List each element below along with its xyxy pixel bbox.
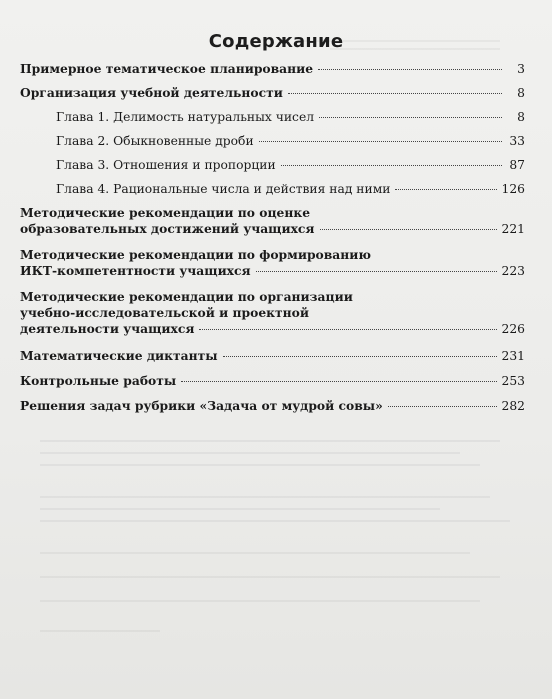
page-number: 231 <box>501 349 525 363</box>
toc-subentry <box>56 181 525 197</box>
dot-leader <box>388 406 497 407</box>
dot-leader <box>288 93 502 94</box>
toc-entry <box>20 289 525 337</box>
page-number: 223 <box>501 264 525 278</box>
toc-entry-label: Контрольные работы <box>20 373 177 388</box>
toc-entry-label: Методические рекомендации по организации <box>20 289 353 304</box>
show-through <box>40 600 480 602</box>
show-through <box>40 552 470 554</box>
page-number: 8 <box>517 110 525 124</box>
show-through <box>40 576 500 578</box>
show-through <box>40 508 440 510</box>
show-through <box>40 452 460 454</box>
toc-entry <box>20 398 525 414</box>
dot-leader <box>256 271 497 272</box>
dot-leader <box>318 69 502 70</box>
page-number: 3 <box>517 62 525 76</box>
toc-entry-label: Глава 3. Отношения и пропорции <box>56 158 276 172</box>
dot-leader <box>199 329 496 330</box>
toc-entry-label: Методические рекомендации по формированию <box>20 247 371 262</box>
toc-entry-label: Примерное тематическое планирование <box>20 61 314 76</box>
toc-entry <box>20 85 525 101</box>
page-number: 253 <box>501 374 525 388</box>
dot-leader <box>281 165 502 166</box>
toc-subentry <box>56 157 525 173</box>
toc-entry-label: Методические рекомендации по оценке <box>20 205 311 220</box>
page-number: 221 <box>501 222 525 236</box>
toc-entry-label: деятельности учащихся <box>20 321 195 336</box>
toc-entry-label: учебно-исследовательской и проектной <box>20 305 309 320</box>
page-number: 87 <box>509 158 525 172</box>
toc-entry <box>20 348 525 364</box>
show-through <box>40 464 480 466</box>
toc-entry-label: образовательных достижений учащихся <box>20 221 315 236</box>
page-number: 33 <box>509 134 525 148</box>
dot-leader <box>319 117 502 118</box>
page-number: 126 <box>501 182 525 196</box>
toc-entry-label: ИКТ-компетентности учащихся <box>20 263 251 278</box>
dot-leader <box>259 141 502 142</box>
page-number: 282 <box>501 399 525 413</box>
toc-entry-label: Глава 1. Делимость натуральных чисел <box>56 110 315 124</box>
dot-leader <box>320 229 497 230</box>
toc-subentry <box>56 109 525 125</box>
toc-subentry <box>56 133 525 149</box>
toc-entry <box>20 373 525 389</box>
page-number: 8 <box>517 86 525 100</box>
page-number: 226 <box>501 322 525 336</box>
dot-leader <box>223 356 497 357</box>
dot-leader <box>181 381 496 382</box>
dot-leader <box>395 189 496 190</box>
toc-entry-label: Организация учебной деятельности <box>20 85 283 100</box>
show-through <box>40 496 490 498</box>
toc-entry-label: Математические диктанты <box>20 348 218 363</box>
show-through <box>40 520 510 522</box>
toc-entry <box>20 247 525 279</box>
toc-entry <box>20 205 525 237</box>
page-title: Содержание <box>208 31 344 52</box>
show-through <box>40 440 500 442</box>
toc-entry-label: Глава 2. Обыкновенные дроби <box>56 134 254 148</box>
toc-entry-label: Решения задач рубрики «Задача от мудрой совы» <box>20 398 383 413</box>
toc-entry-label: Глава 4. Рациональные числа и действия над ними <box>56 182 391 196</box>
toc-entry <box>20 61 525 77</box>
show-through <box>40 630 160 632</box>
